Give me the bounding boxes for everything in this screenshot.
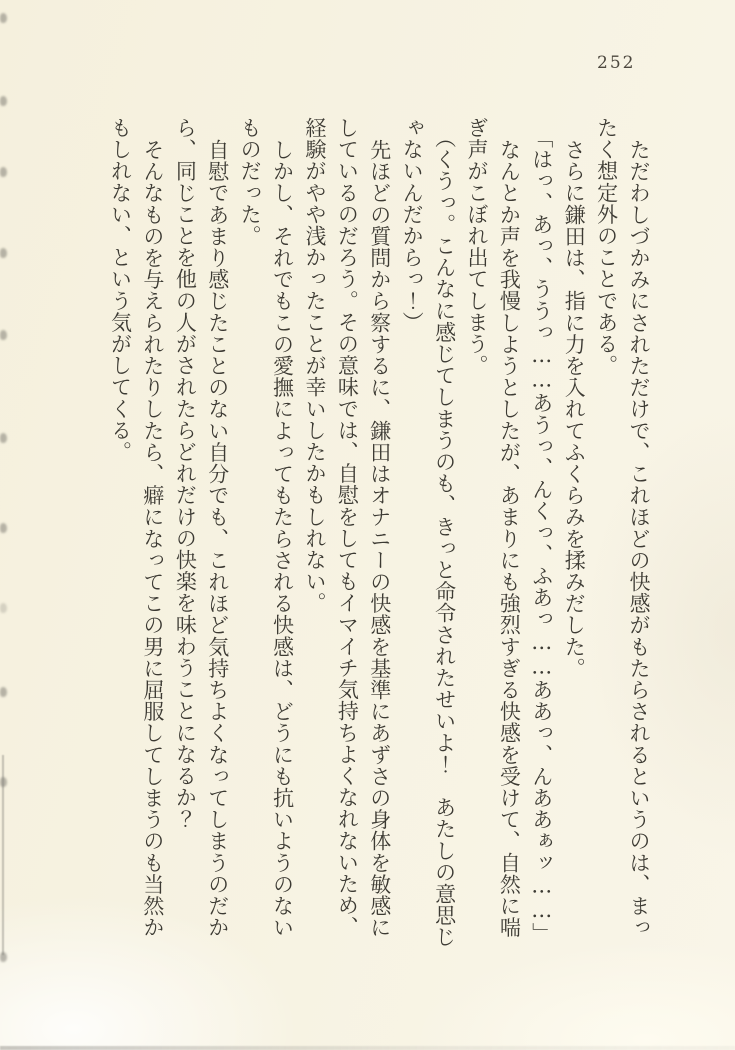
scan-artifact <box>0 167 7 177</box>
body-text <box>104 117 655 948</box>
text-line: さらに鎌田は、指に力を入れてふくらみを揉みだした。 <box>562 139 587 679</box>
scan-artifact <box>0 687 7 697</box>
text-line: 自慰であまり感じたことのない自分でも、これほど気持ちよくなってしまうのだか <box>205 139 230 939</box>
text-line: ゃないんだからっ！） <box>400 117 425 333</box>
text-line: なんとか声を我慢しようとしたが、あまりにも強烈すぎる快感を受けて、自然に喘 <box>497 139 522 939</box>
text-line: 先ほどの質問から察するに、鎌田はオナニーの快感を基準にあずさの身体を敏感に <box>367 139 392 939</box>
scan-artifact <box>0 96 7 106</box>
text-line: ぎ声がこぼれ出てしまう。 <box>464 117 489 377</box>
scan-artifact <box>0 330 7 340</box>
text-line: ただわしづかみにされただけで、これほどの快感がもたらされるというのは、まっ <box>627 139 651 939</box>
scan-artifact <box>0 13 7 23</box>
text-line: もしれない、という気がしてくる。 <box>108 117 133 463</box>
text-line: たく想定外のことである。 <box>594 117 619 377</box>
text-line: （くうっ。こんなに感じてしまうのも、きっと命令されたせいよ！ あたしの意思じ <box>432 127 457 948</box>
text-line: しているのだろう。その意味では、自慰をしてもイマイチ気持ちよくなれないため、 <box>335 117 360 938</box>
text-line: 「はっ、あっ、ううっ……あうっ、んくっ、ふあっ……ああっ、んああぁッ……」 <box>529 127 554 945</box>
page-number: 252 <box>597 53 636 73</box>
scan-artifact <box>0 603 7 613</box>
page-edge-line <box>2 755 4 955</box>
scan-artifact <box>0 523 7 533</box>
text-line: そんなものを与えられたりしたら、癖になってこの男に屈服してしまうのも当然か <box>140 139 165 939</box>
text-line: 経験がやや浅かったことが幸いしたかもしれない。 <box>302 117 327 614</box>
scan-artifact <box>0 433 7 443</box>
text-line: しかし、それでもこの愛撫によってもたらされる快感は、どうにも抗いようのない <box>270 139 295 939</box>
page-bottom-edge <box>0 1046 735 1050</box>
text-line: ものだった。 <box>238 117 263 247</box>
text-line: ら、同じことを他の人がされたらどれだけの快楽を味わうことになるか？ <box>173 117 198 830</box>
scan-artifact <box>0 248 7 258</box>
